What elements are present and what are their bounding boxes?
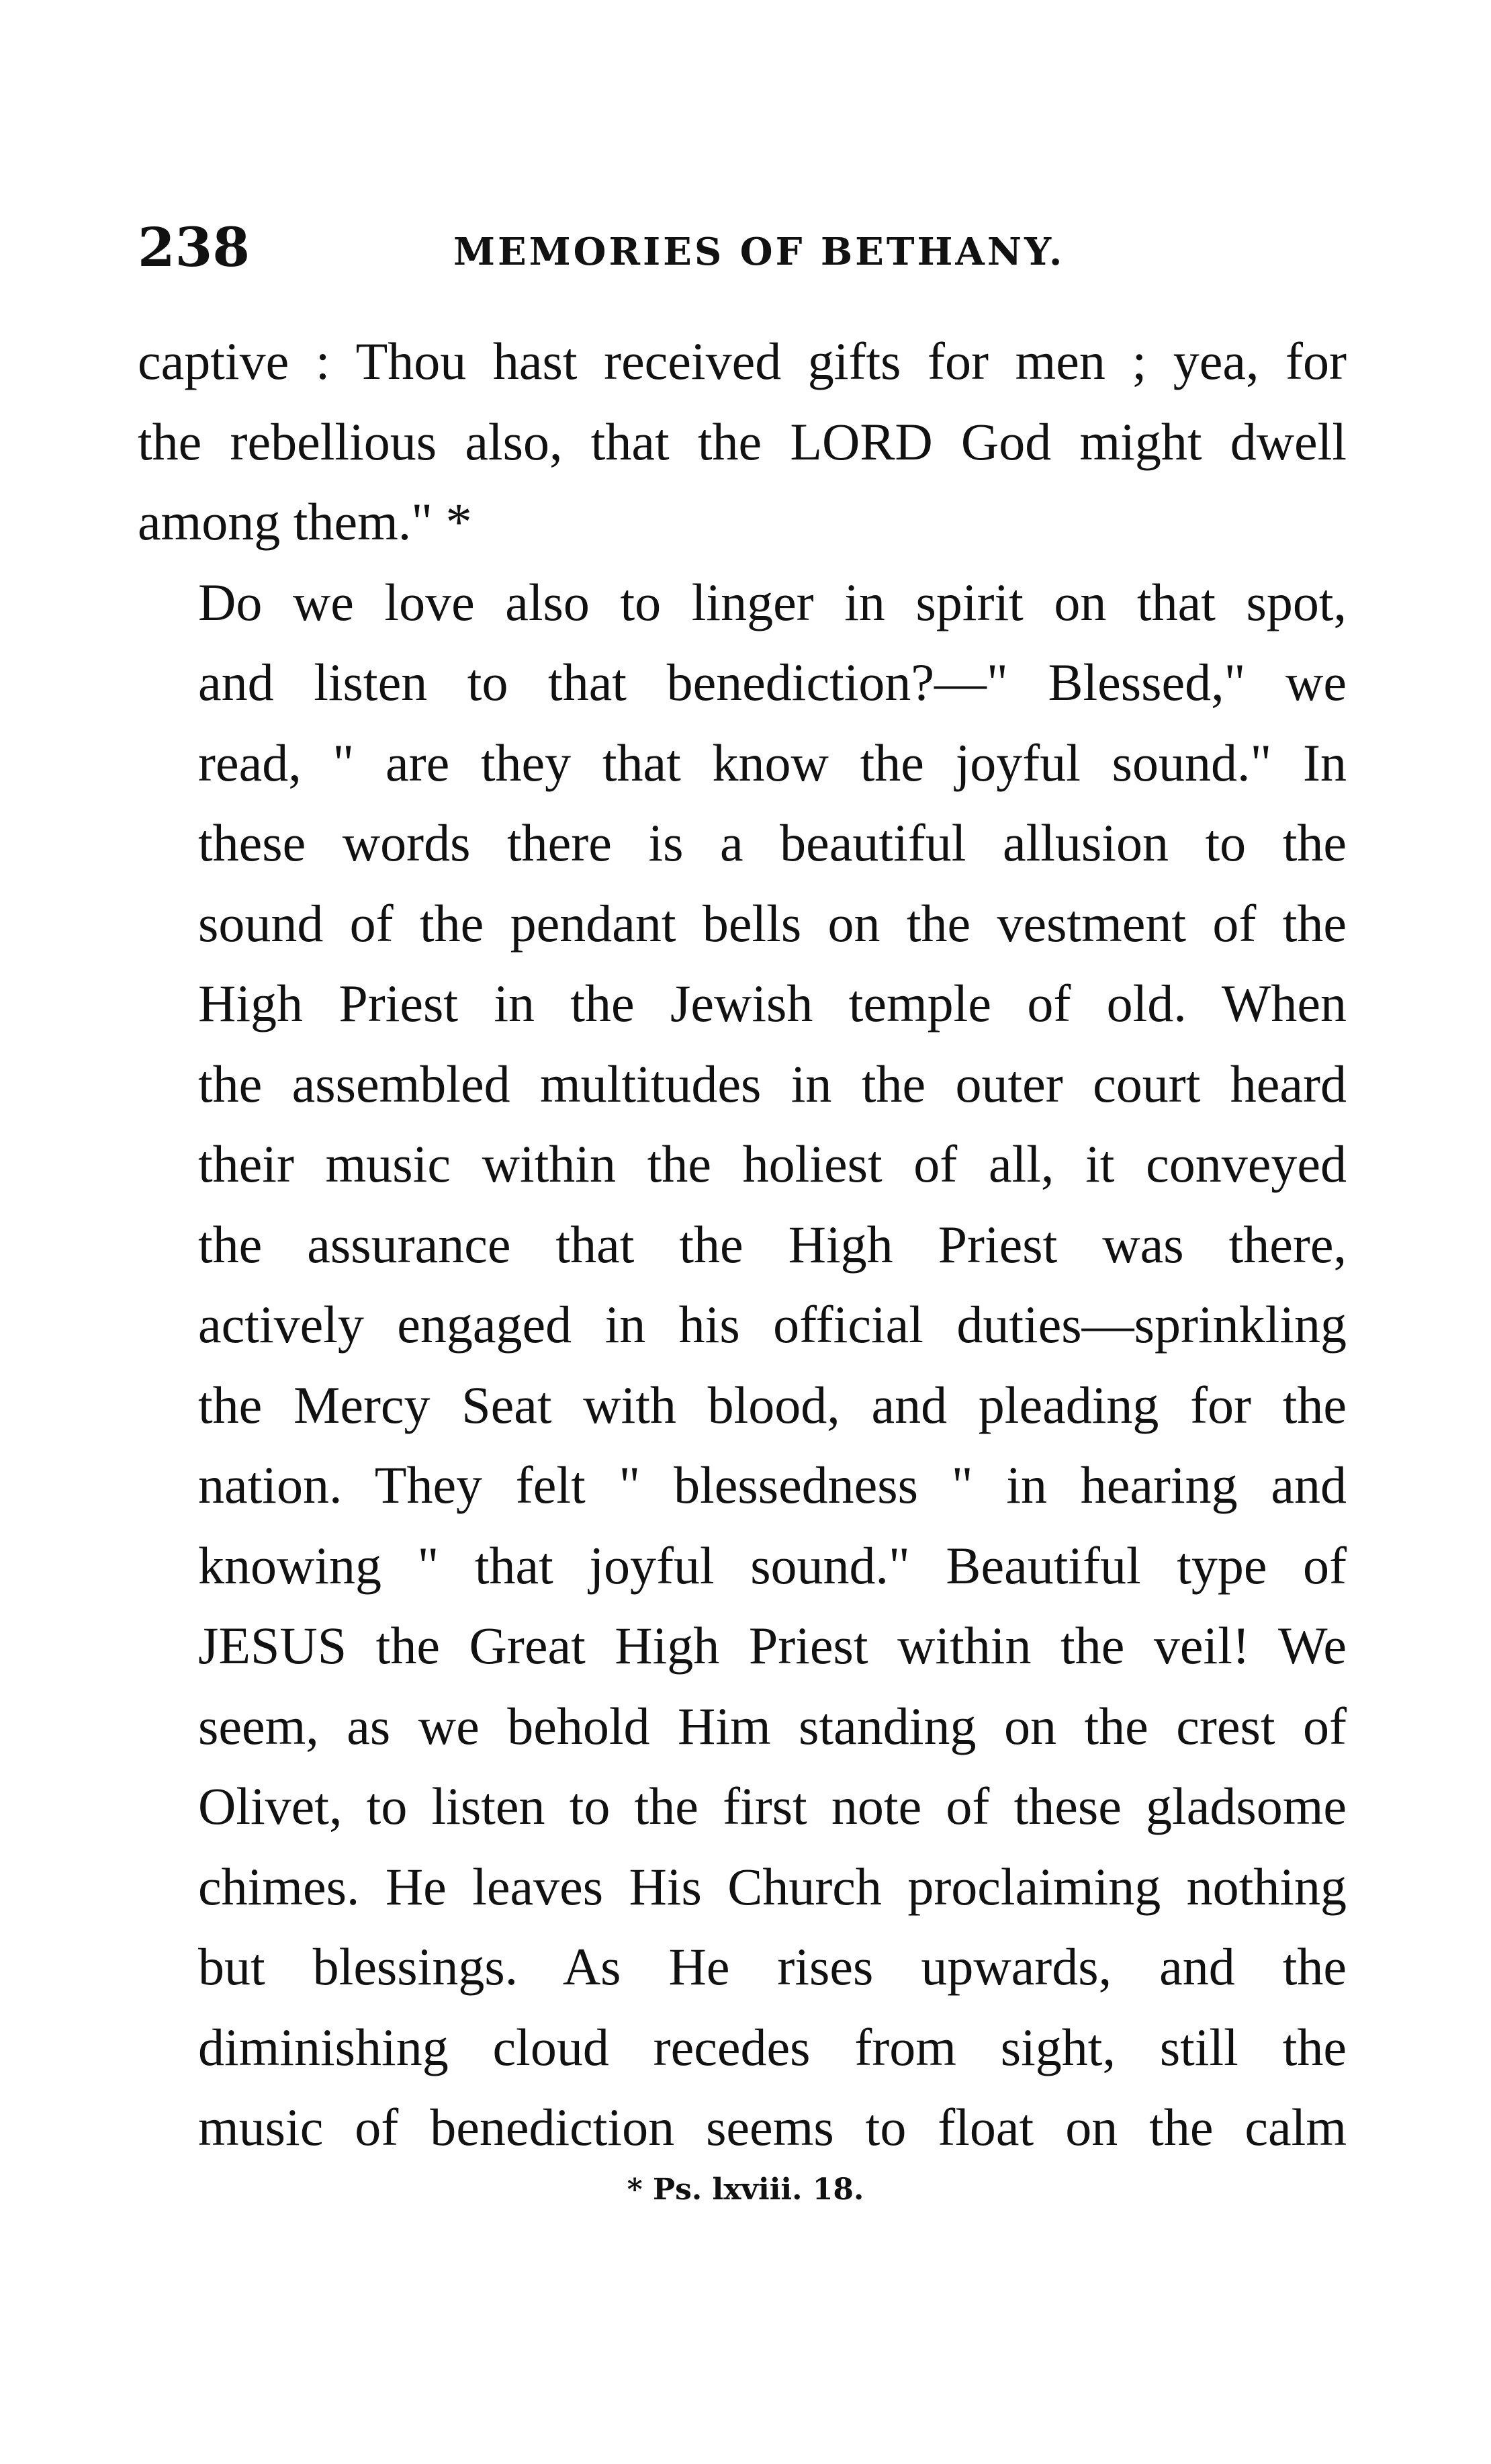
paragraph-continued bbox=[138, 321, 1347, 562]
text-line: their music within the holiest of all, it conveyed bbox=[198, 1135, 1347, 1193]
text-line: actively engaged in his official duties—sprinkling bbox=[198, 1295, 1347, 1354]
text-line: captive : Thou hast received gifts for men ; yea, for bbox=[138, 332, 1347, 390]
text-line: music of benediction seems to float on the calm bbox=[198, 2098, 1347, 2156]
text-line: knowing " that joyful sound." Beautiful type of bbox=[198, 1536, 1347, 1595]
text-line: these words there is a beautiful allusion to the bbox=[198, 813, 1347, 872]
text-line: but blessings. As He rises upwards, and the bbox=[198, 1937, 1347, 1996]
body-text bbox=[138, 321, 1347, 2168]
text-line: the rebellious also, that the LORD God might dwell bbox=[138, 412, 1347, 471]
text-line: read, " are they that know the joyful sound." In bbox=[198, 733, 1347, 792]
text-line: and listen to that benediction?—" Blessed," we bbox=[198, 653, 1347, 711]
text-line: sound of the pendant bells on the vestment of the bbox=[198, 893, 1347, 953]
text-line: Olivet, to listen to the first note of these gladsome bbox=[198, 1777, 1347, 1835]
text-line: Do we love also to linger in spirit on that spot, bbox=[198, 572, 1347, 631]
footnote: * Ps. lxviii. 18. bbox=[627, 2172, 864, 2207]
text-line: nation. They felt " blessedness " in hearing and bbox=[198, 1456, 1347, 1514]
text-line: High Priest in the Jewish temple of old. When bbox=[198, 974, 1347, 1032]
running-head: MEMORIES OF BETHANY. bbox=[453, 230, 1065, 274]
text-line: among them." * bbox=[138, 492, 472, 551]
text-line: the assurance that the High Priest was there, bbox=[198, 1215, 1347, 1274]
page-header bbox=[138, 214, 1347, 288]
text-line: seem, as we behold Him standing on the crest of bbox=[198, 1696, 1347, 1755]
text-line: chimes. He leaves His Church proclaiming nothing bbox=[198, 1857, 1347, 1916]
text-line: the Mercy Seat with blood, and pleading for the bbox=[198, 1375, 1347, 1434]
text-line: JESUS the Great High Priest within the veil! We bbox=[198, 1616, 1347, 1675]
text-line: the assembled multitudes in the outer court heard bbox=[198, 1054, 1347, 1113]
page-number: 238 bbox=[138, 216, 250, 279]
text-line: diminishing cloud recedes from sight, still the bbox=[198, 2017, 1347, 2076]
paragraph-main bbox=[138, 562, 1347, 2168]
